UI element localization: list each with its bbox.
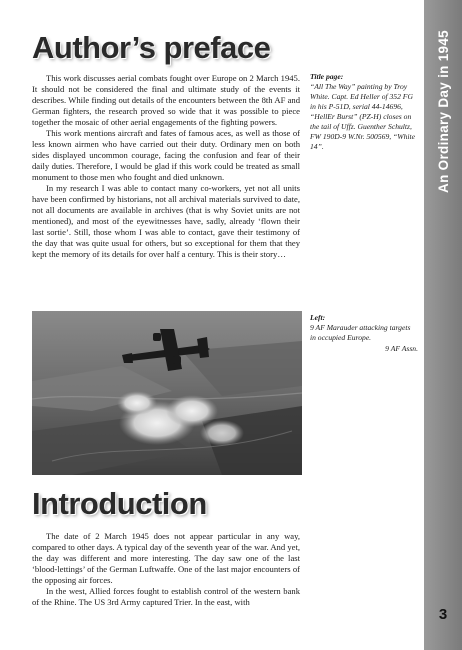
- photo-caption-credit: 9 AF Assn.: [385, 344, 418, 353]
- photo-caption: [310, 313, 418, 354]
- preface-body: [32, 73, 300, 260]
- preface-heading: Author’s preface: [32, 30, 271, 65]
- preface-paragraph: This work discusses aerial combats fought over Europe on 2 March 1945. It should not be considered the final and ultimate study of the events it describes. While finding out details of the encounters between the 8th AF and German fighters, the research proved so wide that it was possible to piece together the mosaic of other aerial engagements of the fighting powers.: [32, 73, 300, 127]
- preface-paragraph: This work mentions aircraft and fates of famous aces, as well as those of less known airmen who have carried out their duty. Ordinary men on both sides displayed uncommon courage, facing the confusion and fear of their daily duties. Therefore, I would be glad if this work could be treated as small monument to those men who fought and died unknown.: [32, 128, 300, 182]
- side-title: [424, 29, 462, 193]
- title-page-caption: [310, 72, 418, 152]
- introduction-heading: Introduction: [32, 486, 207, 521]
- marauder-photo: [32, 311, 302, 475]
- title-page-caption-label: Title page:: [310, 72, 344, 81]
- page-number: 3: [438, 606, 448, 623]
- photo-caption-label: Left:: [310, 313, 326, 322]
- side-title-text: An Ordinary Day in 1945: [435, 29, 451, 193]
- introduction-body: [32, 531, 300, 608]
- preface-paragraph: In my research I was able to contact many co-workers, yet not all units have been confirmed by historians, not all archival materials survived to date, not all documents are available in archives (that is why Soviet units are not mentioned), and most of the eyewitnesses have, sadly, already ‘flown their last sortie’. Still, those whom I was able to contact, gave their testimony of the day that was quite usual for others, but so exceptional for them that they kept the memory of its details for over half a century. This is their story…: [32, 183, 300, 259]
- introduction-paragraph: In the west, Allied forces fought to establish control of the western bank of the Rhine. The US 3rd Army captured Trier. In the east, with: [32, 586, 300, 607]
- introduction-paragraph: The date of 2 March 1945 does not appear particular in any way, compared to other days. A typical day of the seventh year of the war. And yet, the day was different and more interesting. The day saw one of the last ‘blood-lettings’ of the German Luftwaffe. One of the last major encounters of the opposing air forces.: [32, 531, 300, 585]
- photo-caption-text: 9 AF Marauder attacking targets in occupied Europe.: [310, 323, 411, 342]
- marauder-photo-image: [32, 311, 302, 475]
- title-page-caption-text: “All The Way” painting by Troy White. Capt. Ed Heller of 352 FG in his P-51D, serial 44-14696, “HellEr Burst” (PZ-H) closes on the tail of Uffz. Guenther Schultz, FW 190D-9 W.Nr. 500569, “White 14”.: [310, 82, 415, 151]
